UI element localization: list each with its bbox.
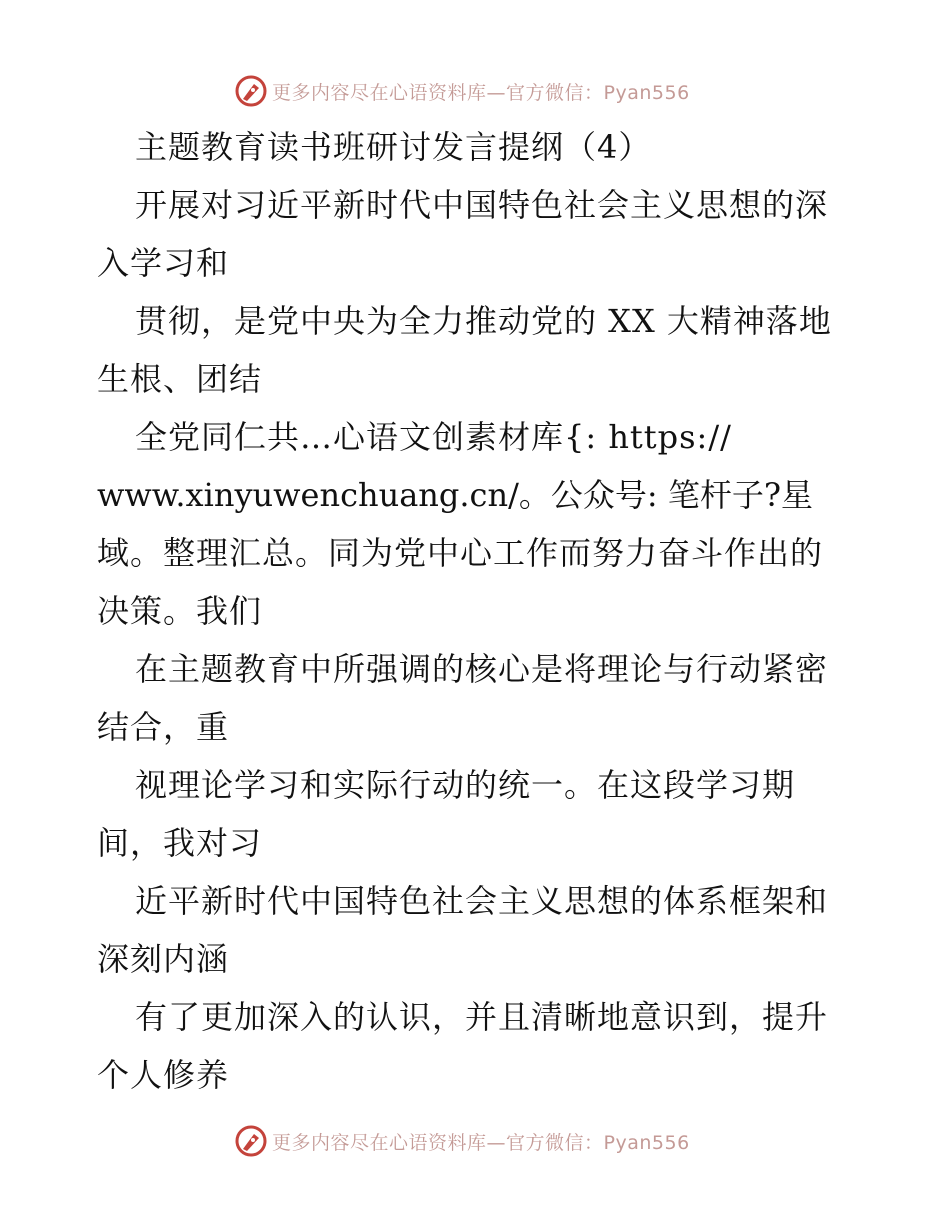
- paragraph-line: 深刻内涵: [97, 940, 230, 978]
- header-watermark: [234, 71, 714, 111]
- paragraph-line: www.xinyuwenchuang.cn/。公众号: 笔杆子?星: [97, 476, 813, 514]
- paragraph-line: 结合，重: [97, 708, 230, 746]
- pen-nib-logo-icon: [234, 74, 268, 108]
- footer-watermark: [234, 1121, 714, 1161]
- paragraph-line: 近平新时代中国特色社会主义思想的体系框架和: [135, 882, 829, 920]
- paragraph-line: 域。整理汇总。同为党中心工作而努力奋斗作出的: [97, 534, 824, 572]
- watermark-text: 更多内容尽在心语资料库—官方微信：Pyan556: [272, 81, 690, 104]
- paragraph-line: 个人修养: [97, 1056, 230, 1094]
- pen-nib-logo-icon: [234, 1124, 268, 1158]
- paragraph-line: 入学习和: [97, 244, 230, 282]
- watermark-text: 更多内容尽在心语资料库—官方微信：Pyan556: [272, 1131, 690, 1154]
- document-title: 主题教育读书班研讨发言提纲（4）: [135, 128, 652, 166]
- paragraph-line: 间，我对习: [97, 824, 263, 862]
- paragraph-line: 贯彻，是党中央为全力推动党的 XX 大精神落地: [135, 302, 832, 340]
- paragraph-line: 生根、团结: [97, 360, 263, 398]
- document-body: [97, 118, 857, 1104]
- paragraph-line: 在主题教育中所强调的核心是将理论与行动紧密: [135, 650, 829, 688]
- paragraph-line: 开展对习近平新时代中国特色社会主义思想的深: [135, 186, 829, 224]
- paragraph-line: 有了更加深入的认识，并且清晰地意识到，提升: [135, 998, 829, 1036]
- paragraph-line: 视理论学习和实际行动的统一。在这段学习期: [135, 766, 796, 804]
- paragraph-line: 全党同仁共…心语文创素材库{: https://: [135, 418, 732, 456]
- paragraph-line: 决策。我们: [97, 592, 263, 630]
